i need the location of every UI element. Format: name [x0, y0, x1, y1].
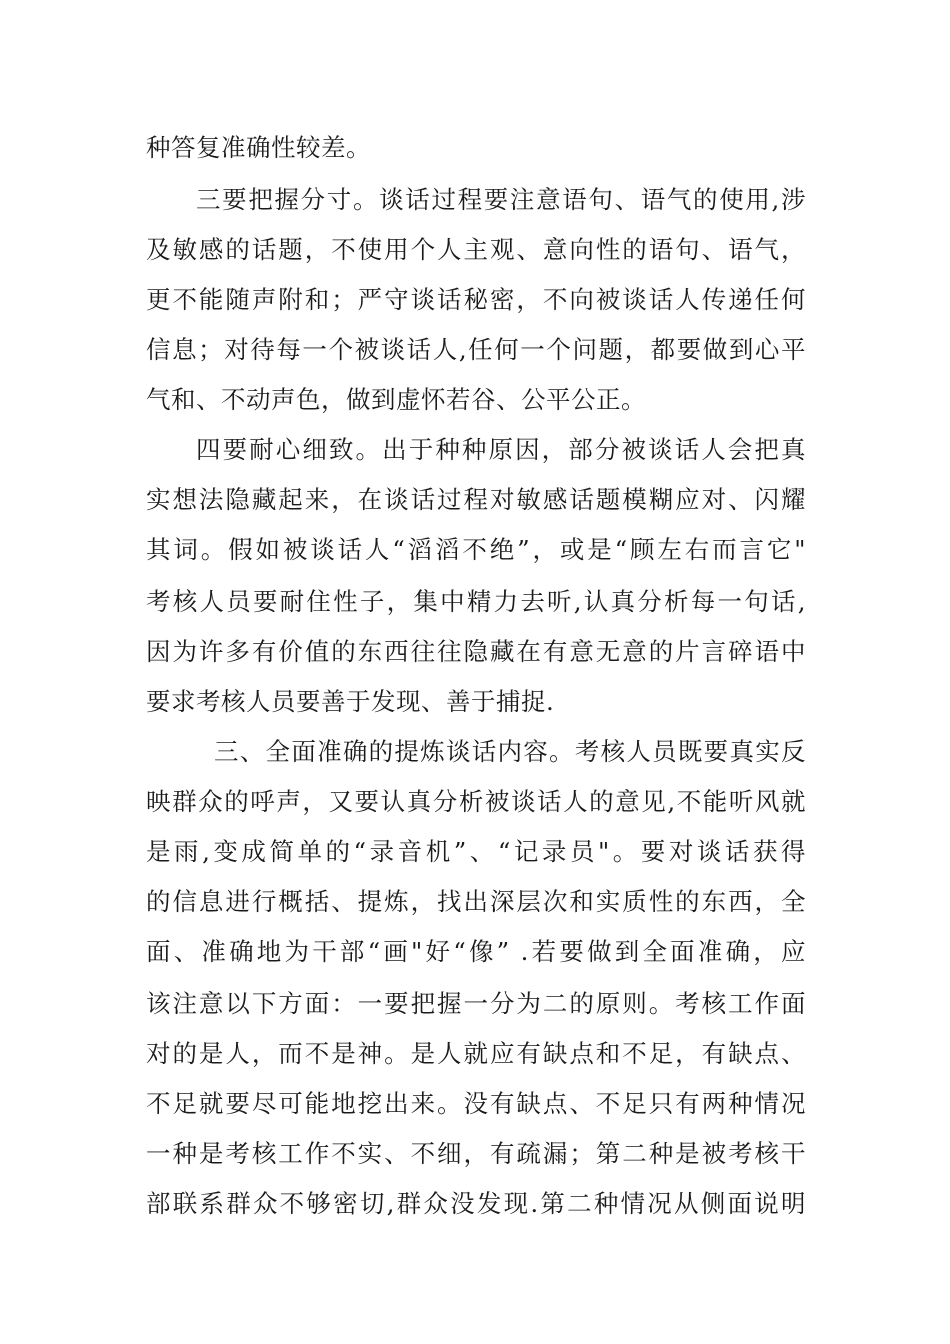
- paragraph-first-line: 三要把握分寸。谈话过程要注意语句、语气的使用,涉: [196, 185, 806, 214]
- paragraph-first-line: 四要耐心细致。出于种种原因，部分被谈话人会把真: [196, 435, 806, 464]
- text-line: 气和、不动声色，做到虚怀若谷、公平公正。: [146, 385, 646, 414]
- text-line: 更不能随声附和；严守谈话秘密，不向被谈话人传递任何: [146, 285, 806, 314]
- text-line: 实想法隐藏起来，在谈话过程对敏感话题模糊应对、闪耀: [146, 485, 806, 514]
- text-line: 信息；对待每一个被谈话人,任何一个问题，都要做到心平: [146, 335, 806, 364]
- section-heading-line: 三、全面准确的提炼谈话内容。考核人员既要真实反: [214, 737, 806, 766]
- text-line: 该注意以下方面：一要把握一分为二的原则。考核工作面: [146, 989, 806, 1018]
- text-line: 面、准确地为干部“画"好“像” .若要做到全面准确，应: [146, 937, 806, 966]
- text-line: 其词。假如被谈话人“滔滔不绝”，或是“顾左右而言它": [146, 535, 806, 564]
- text-line: 一种是考核工作不实、不细，有疏漏；第二种是被考核干: [146, 1139, 806, 1168]
- text-line: 是雨,变成简单的“录音机”、“记录员"。要对谈话获得: [146, 837, 806, 866]
- text-line: 的信息进行概括、提炼，找出深层次和实质性的东西，全: [146, 887, 806, 916]
- text-line: 不足就要尽可能地挖出来。没有缺点、不足只有两种情况: [146, 1089, 806, 1118]
- text-line: 对的是人，而不是神。是人就应有缺点和不足，有缺点、: [146, 1039, 806, 1068]
- text-line: 因为许多有价值的东西往往隐藏在有意无意的片言碎语中: [146, 637, 806, 666]
- text-line: 部联系群众不够密切,群众没发现.第二种情况从侧面说明: [146, 1189, 806, 1218]
- text-line: 映群众的呼声，又要认真分析被谈话人的意见,不能听风就: [146, 787, 806, 816]
- text-line: 要求考核人员要善于发现、善于捕捉.: [146, 687, 555, 716]
- text-line: 种答复准确性较差。: [146, 133, 371, 162]
- text-line: 考核人员要耐住性子，集中精力去听,认真分析每一句话,: [146, 587, 806, 616]
- text-line: 及敏感的话题，不使用个人主观、意向性的语句、语气，: [146, 235, 806, 264]
